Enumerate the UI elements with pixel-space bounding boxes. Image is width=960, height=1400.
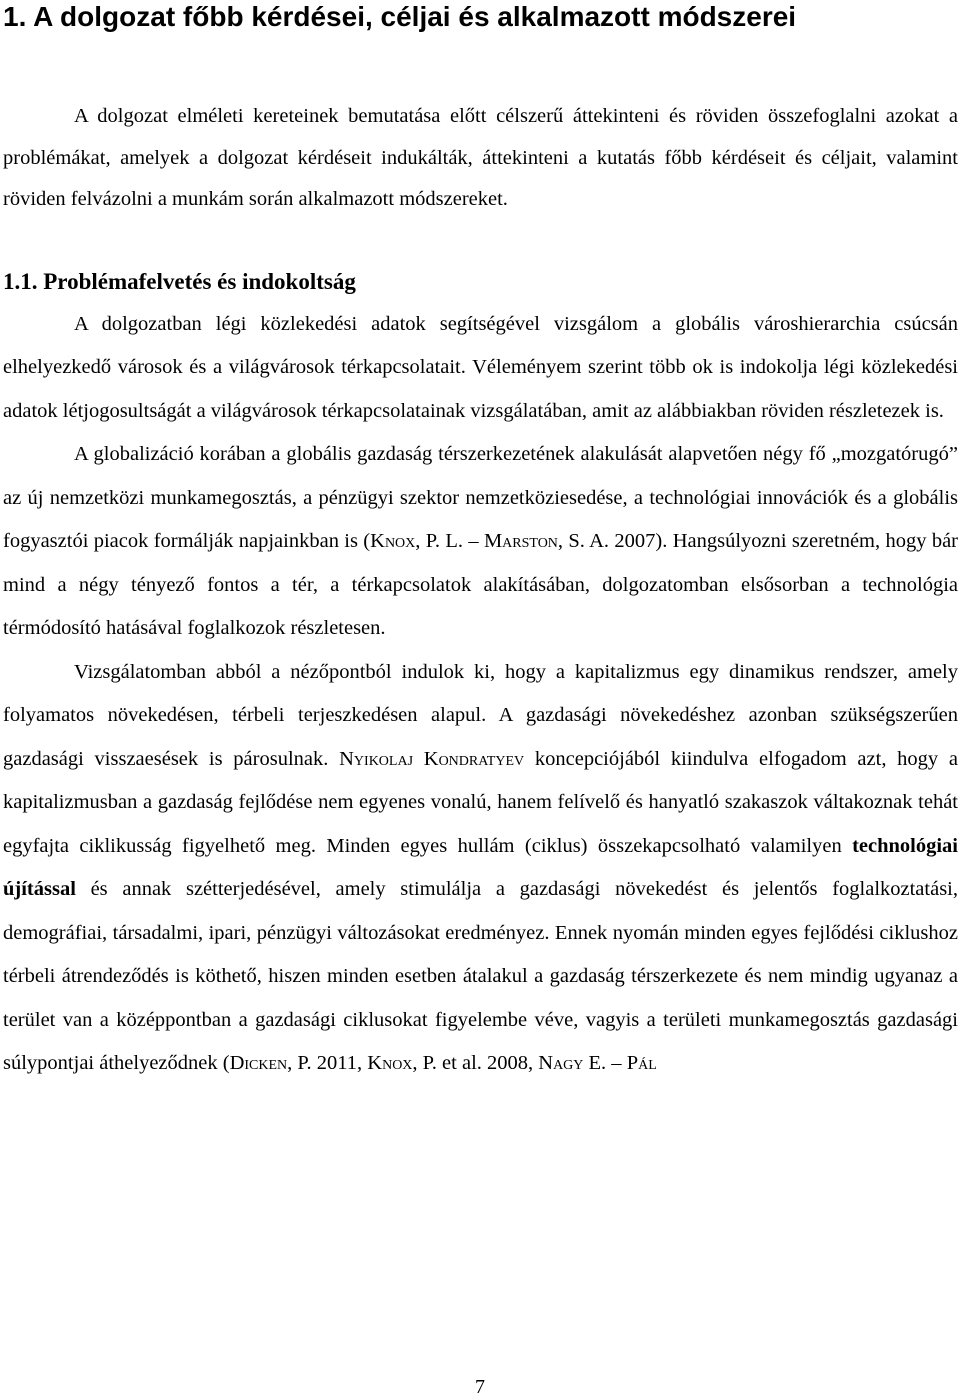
citation-author-marston: Marston <box>483 530 558 552</box>
citation-text: , P. et al. 2008, <box>412 1052 539 1074</box>
emphasis-technology-innovation: technológiai újítással <box>3 834 958 900</box>
paragraph-3 <box>3 651 958 1086</box>
chapter-intro <box>3 96 958 221</box>
page-number: 7 <box>475 1376 485 1398</box>
person-name-kondratyev: Nyikolaj Kondratyev <box>339 747 525 770</box>
section-body <box>3 303 958 1086</box>
paragraph-3-text-2: koncepciójából kiindulva elfogadom azt, hogy a kapitalizmusban a gazdaság fejlődése nem egyenes vonalú, hanem felívelő és hanyatló szakaszok váltakoznak tehát egyfajta ciklikusság figyelhető meg. Minden egyes hullám (ciklus) összekapcsolható valamilyen <box>3 747 959 857</box>
citation-text: , P. 2011, <box>287 1052 368 1074</box>
citation-author-nagy: Nagy <box>538 1052 584 1074</box>
chapter-title: 1. A dolgozat főbb kérdései, céljai és alkalmazott módszerei <box>3 1 797 32</box>
section-title: 1.1. Problémafelvetés és indokoltság <box>3 268 356 294</box>
paragraph-2 <box>3 433 958 651</box>
citation-author-knox: Knox <box>367 1052 413 1074</box>
citation-text: , P. L. – <box>415 530 484 552</box>
intro-paragraph: A dolgozat elméleti kereteinek bemutatása előtt célszerű áttekinteni és röviden összefoglalni azokat a problémákat, amelyek a dolgozat kérdéseit indukálták, áttekinteni a kutatás főbb kérdéseit és céljait, valamint röviden felvázolni a munkám során alkalmazott módszereket. <box>3 105 958 210</box>
paragraph-3-text-1: Vizsgálatomban abból a nézőpontból indulok ki, hogy a kapitalizmus egy dinamikus rendszer, amely folyamatos növekedésen, térbeli terjeszkedésen alapul. A gazdasági növekedéshez azonban szükségszerűen gazdasági visszaesések is párosulnak. <box>3 660 958 770</box>
paragraph-1: A dolgozatban légi közlekedési adatok segítségével vizsgálom a globális városhierarchia csúcsán elhelyezkedő városok és a világvárosok térkapcsolatait. Véleményem szerint több ok is indokolja légi közlekedési adatok létjogosultságát a világvárosok térkapcsolatainak vizsgálatában, amit az alábbiakban röviden részletezek is. <box>3 312 958 422</box>
citation-text: E. – <box>583 1052 627 1074</box>
citation-author-pal: Pál <box>626 1052 657 1074</box>
citation-author-knox: Knox <box>370 530 416 552</box>
paragraph-2-tail: , S. A. 2007). Hangsúlyozni szeretném, hogy bár mind a négy tényező fontos a tér, a térkapcsolatok alakításában, dolgozatomban elsősorban a technológia térmódosító hatásával foglalkozok részletesen. <box>3 530 958 639</box>
paragraph-2-text: A globalizáció korában a globális gazdaság térszerkezetének alakulását alapvetően négy fő „mozgatórugó” az új nemzetközi munkamegosztás, a pénzügyi szektor nemzetköziesedése, a technológiai innovációk és a globális fogyasztói piacok formálják napjainkban is ( <box>3 443 958 552</box>
paragraph-3-text-3: és annak szétterjedésével, amely stimulálja a gazdasági növekedést és jelentős foglalkoztatási, demográfiai, társadalmi, ipari, pénzügyi változásokat eredményez. Ennek nyomán minden egyes fejlődési ciklushoz térbeli átrendeződés is köthető, hiszen minden esetben átalakul a gazdaság térszerkezete és nem mindig ugyanaz a terület van a középpontban a gazdasági ciklusokat figyelembe véve, vagyis a területi munkamegosztás gazdasági súlypontjai áthelyeződnek ( <box>3 878 958 1074</box>
citation-author-dicken: Dicken <box>229 1052 288 1074</box>
